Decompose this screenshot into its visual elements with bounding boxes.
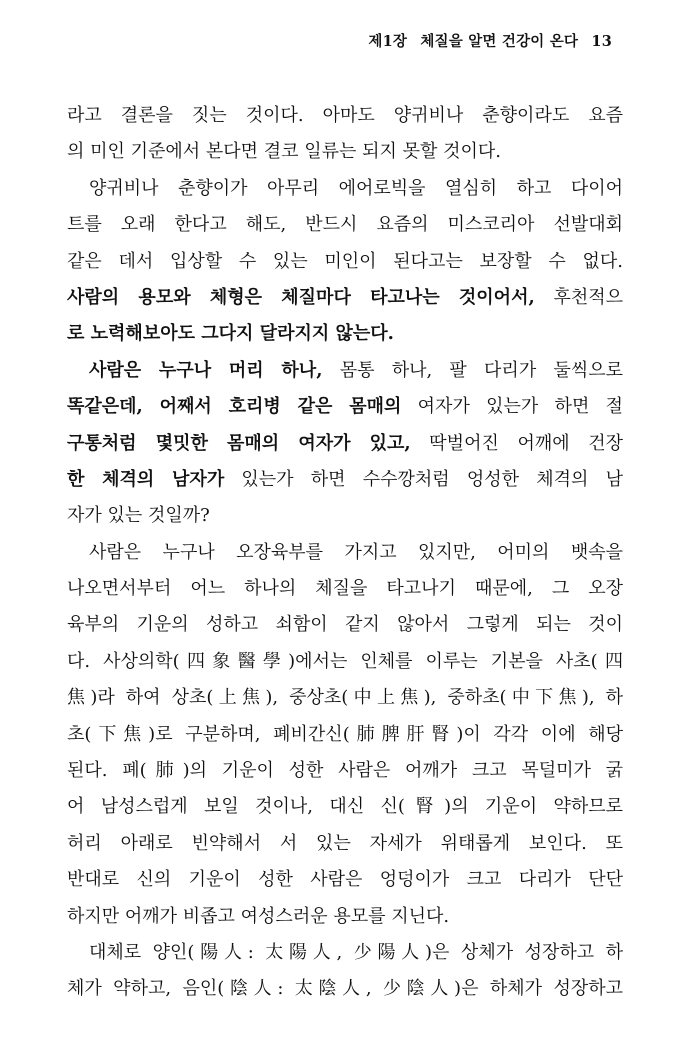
bold-run: 똑같은데, 어째서 호리병 같은 몸매의 <box>67 396 402 418</box>
bold-run: 한 체격의 남자가 <box>67 468 225 490</box>
text-line <box>67 426 623 462</box>
text-line: 반대로 신의 기운이 성한 사람은 엉덩이가 크고 다리가 단단 <box>67 869 623 891</box>
text-line <box>67 280 623 316</box>
text-line: 의 미인 기준에서 본다면 결코 일류는 되지 못할 것이다. <box>67 141 502 163</box>
chapter-label: 제1장 <box>368 33 408 50</box>
text-line <box>67 389 623 425</box>
text-line: 사람은 누구나 오장육부를 가지고 있지만, 어미의 뱃속을 <box>89 541 623 563</box>
text-line: 하지만 어깨가 비좁고 여성스러운 용모를 지닌다. <box>67 905 450 927</box>
running-header <box>368 30 612 51</box>
chapter-title: 체질을 알면 건강이 온다 <box>420 33 579 50</box>
text-line <box>67 462 623 498</box>
text-line: 대체로 양인(陽人: 太陽人, 少陽人)은 상체가 성장하고 하 <box>89 941 623 963</box>
text-line: 다. 사상의학(四象醫學)에서는 인체를 이루는 기본을 사초(四 <box>67 650 623 672</box>
text-line: 로 노력해보아도 그다지 달라지지 않는다. <box>67 323 394 345</box>
plain-run: 있는가 하면 수수깡처럼 엉성한 체격의 남 <box>224 468 623 490</box>
bold-run: 사람의 용모와 체형은 체질마다 타고나는 것이어서, <box>67 286 535 308</box>
page-number: 13 <box>591 33 612 50</box>
text-line: 같은 데서 입상할 수 있는 미인이 된다고는 보장할 수 없다. <box>67 250 623 272</box>
text-line: 양귀비나 춘향이가 아무리 에어로빅을 열심히 하고 다이어 <box>89 177 623 199</box>
text-line: 육부의 기운의 성하고 쇠함이 같지 않아서 그렇게 되는 것이 <box>67 614 623 636</box>
text-line <box>67 353 623 389</box>
text-line: 焦)라 하여 상초(上焦), 중상초(中上焦), 중하초(中下焦), 하 <box>67 687 623 709</box>
plain-run: 여자가 있는가 하면 절 <box>401 396 623 418</box>
plain-run: 몸통 하나, 팔 다리가 둘씩으로 <box>322 359 623 381</box>
text-line: 라고 결론을 짓는 것이다. 아마도 양귀비나 춘향이라도 요즘 <box>67 105 623 126</box>
text-line: 허리 아래로 빈약해서 서 있는 자세가 위태롭게 보인다. 또 <box>67 832 623 854</box>
bold-run: 구통처럼 몇밋한 몸매의 여자가 있고, <box>67 432 411 454</box>
text-line: 초(下焦)로 구분하며, 폐비간신(肺脾肝腎)이 각각 이에 해당 <box>67 723 623 745</box>
text-line: 체가 약하고, 음인(陰人: 太陰人, 少陰人)은 하체가 성장하고 <box>67 978 623 1000</box>
page-body <box>67 98 623 1008</box>
plain-run: 딱벌어진 어깨에 건장 <box>410 432 623 454</box>
text-line: 어 남성스럽게 보일 것이나, 대신 신(腎)의 기운이 약하므로 <box>67 796 623 818</box>
text-line: 자가 있는 것일까? <box>67 505 210 527</box>
text-line: 된다. 폐(肺)의 기운이 성한 사람은 어깨가 크고 목덜미가 굵 <box>67 760 623 782</box>
text-line: 트를 오래 한다고 해도, 반드시 요즘의 미스코리아 선발대회 <box>67 214 623 236</box>
bold-run: 사람은 누구나 머리 하나, <box>89 359 323 381</box>
plain-run: 후천적으 <box>534 286 623 308</box>
text-line: 나오면서부터 어느 하나의 체질을 타고나기 때문에, 그 오장 <box>67 578 623 600</box>
